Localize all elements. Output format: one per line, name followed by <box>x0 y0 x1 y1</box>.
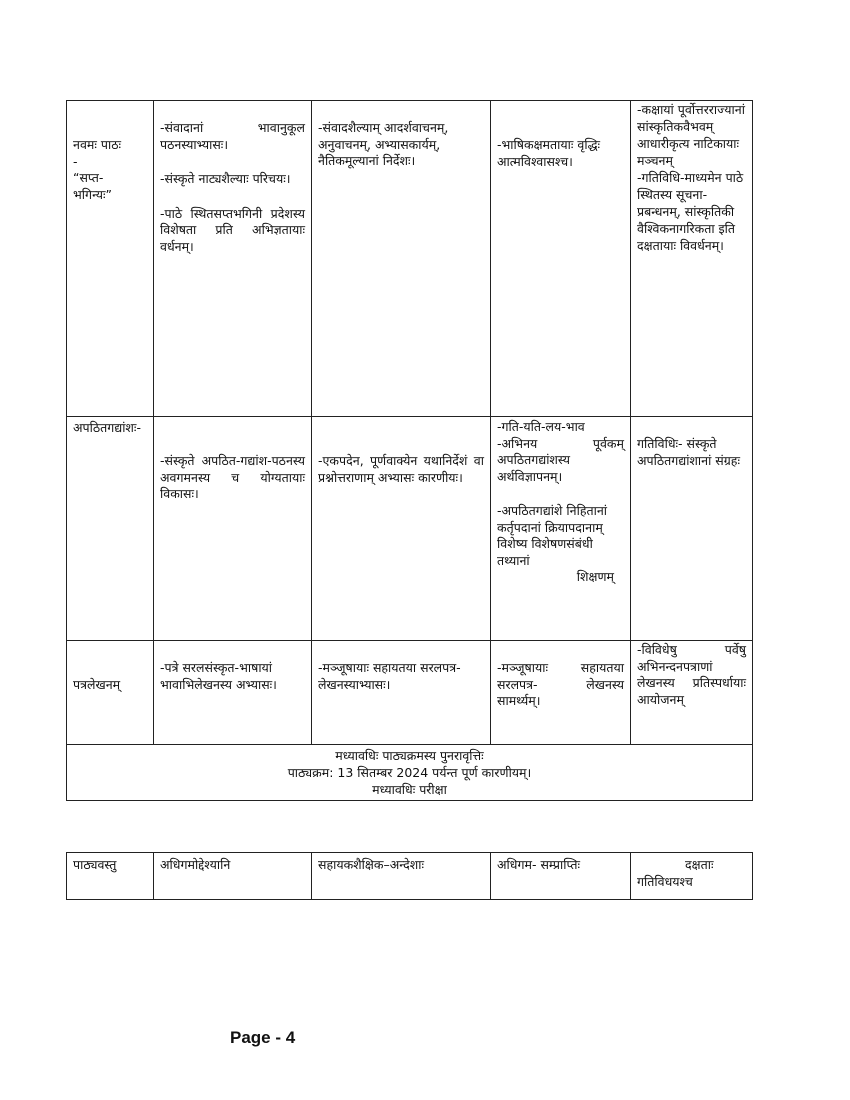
objective-text: -संवादानां भावानुकूल पठनस्याभ्यासः। <box>160 120 305 152</box>
table-header-row <box>67 853 753 900</box>
activity-text: -गतिविधि-माध्यमेन पाठे स्थितस्य सूचना-प्रबन्धनम्, सांस्कृतिकी वैश्विकनागरिकता इति दक्षतायाः विवर्धनम्। <box>637 170 744 253</box>
column-header-line: दक्षताः <box>685 857 714 872</box>
guideline-text: -एकपदेन, पूर्णवाक्येन यथानिर्देशं वा प्रश्नोत्तराणाम् अभ्यासः कारणीयः। <box>318 453 484 485</box>
lesson-title-cell <box>67 641 154 745</box>
teaching-guidelines-cell <box>312 641 491 745</box>
teaching-guidelines-cell <box>312 101 491 417</box>
column-header: अधिगमोद्देश्यानि <box>154 853 312 900</box>
objective-text: -संस्कृते नाट्यशैल्याः परिचयः। <box>160 171 291 186</box>
competencies-cell <box>631 641 753 745</box>
competencies-cell <box>631 101 753 417</box>
lesson-title-cell <box>67 101 154 417</box>
column-header <box>631 853 753 900</box>
activity-text: -कक्षायां पूर्वोत्तरराज्यानां सांस्कृतिकवैभवम् आधारीकृत्य नाटिकायाः मञ्चनम् <box>637 102 745 168</box>
midterm-line: मध्यावधिः पाठ्यक्रमस्य पुनरावृत्तिः <box>335 748 484 763</box>
outcome-text: -गति-यति-लय-भाव <box>497 419 585 434</box>
objective-text: -संस्कृते अपठित-गद्यांश-पठनस्य अवगमनस्य च योग्यतायाः विकासः। <box>160 453 305 501</box>
column-header: सहायकशैक्षिक–अन्देशाः <box>312 853 491 900</box>
objective-text: -पत्रे सरलसंस्कृत-भाषायां भावाभिलेखनस्य अभ्यासः। <box>160 660 277 692</box>
outcome-text: -अभिनय पूर्वकम् अपठितगद्यांशस्य अर्थविज्ञापनम्। <box>497 435 624 484</box>
table-row <box>67 101 753 417</box>
lesson-title-line: नवमः पाठः <box>73 137 121 152</box>
guideline-text: -संवादशैल्याम् आदर्शवाचनम्, अनुवाचनम्, अभ्यासकार्यम्, नैतिकमूल्यानां निर्देशः। <box>318 120 449 168</box>
learning-objectives-cell <box>154 641 312 745</box>
learning-outcomes-cell <box>491 641 631 745</box>
outcome-text: -अपठितगद्यांशे निहितानां कर्तृपदानां क्रियापदानाम् विशेष्य विशेषणसंबंधी तथ्यानां <box>497 503 607 568</box>
learning-outcomes-cell <box>491 101 631 417</box>
learning-objectives-cell <box>154 417 312 641</box>
teaching-guidelines-cell <box>312 417 491 641</box>
lesson-title-line: पत्रलेखनम् <box>73 677 121 692</box>
column-header-line: गतिविधयश्च <box>637 873 693 889</box>
lesson-title-line: “सप्त- <box>73 170 104 185</box>
guideline-text: -मञ्जूषायाः सहायतया सरलपत्र-लेखनस्याभ्यासः। <box>318 660 461 692</box>
syllabus-table <box>66 100 753 801</box>
table-row <box>67 641 753 745</box>
column-header: अधिगम- सम्प्राप्तिः <box>491 853 631 900</box>
learning-objectives-cell <box>154 101 312 417</box>
outcome-text: शिक्षणम् <box>576 569 614 584</box>
competencies-cell <box>631 417 753 641</box>
next-section-header-table <box>66 852 753 900</box>
objective-text: -पाठे स्थितसप्तभगिनी प्रदेशस्य विशेषता प्रति अभिज्ञतायाः वर्धनम्। <box>160 205 305 254</box>
column-header: पाठ्यवस्तु <box>67 853 154 900</box>
activity-text: गतिविधिः- संस्कृते अपठितगद्यांशानां संग्रहः <box>637 436 740 468</box>
table-row <box>67 745 753 801</box>
lesson-title-line: - <box>73 153 78 169</box>
outcome-text: -मञ्जूषायाः सहायतया सरलपत्र- लेखनस्य सामर्थ्यम्। <box>497 660 624 708</box>
page-number: Page - 4 <box>230 1028 296 1047</box>
activity-text: -विविधेषु पर्वेषु अभिनन्दनपत्राणां लेखनस्य प्रतिस्पर्धायाः आयोजनम् <box>637 642 746 707</box>
midterm-line: मध्यावधिः परीक्षा <box>372 782 447 797</box>
lesson-title-cell <box>67 417 154 641</box>
lesson-title-line: अपठितगद्यांशः- <box>73 420 141 435</box>
midterm-line: पाठ्यक्रम: 13 सितम्बर 2024 पर्यन्त पूर्ण कारणीयम्। <box>287 765 532 780</box>
midterm-note-cell <box>67 745 753 801</box>
lesson-title-line: भगिन्यः” <box>73 186 113 202</box>
table-row <box>67 417 753 641</box>
outcome-text: -भाषिकक्षमतायाः वृद्धिः आत्मविश्वासश्च। <box>497 137 601 169</box>
learning-outcomes-cell <box>491 417 631 641</box>
